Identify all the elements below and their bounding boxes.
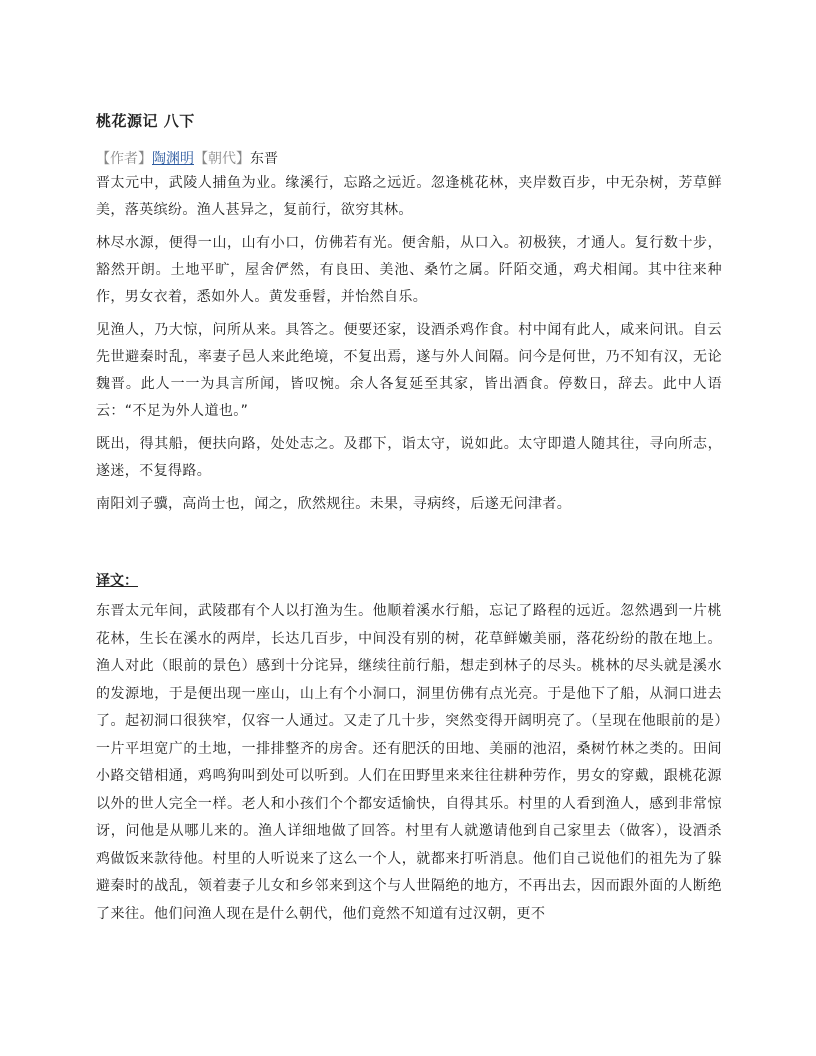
translation-heading: 译文： xyxy=(96,573,138,589)
article-meta xyxy=(96,148,722,170)
original-paragraph: 南阳刘子骥，高尚士也，闻之，欣然规往。未果，寻病终，后遂无问津者。 xyxy=(96,496,572,512)
article-title: 桃花源记 八下 xyxy=(96,112,195,130)
dynasty-value: 东晋 xyxy=(250,151,278,167)
translation-paragraph: 东晋太元年间，武陵郡有个人以打渔为生。他顺着溪水行船，忘记了路程的远近。忽然遇到一片桃花林，生长在溪水的两岸，长达几百步，中间没有别的树，花草鲜嫩美丽，落花纷纷的散在地上。渔人对此（眼前的景色）感到十分诧异，继续往前行船，想走到林子的尽头。桃林的尽头就是溪水的发源地，于是便出现一座山，山上有个小洞口，洞里仿佛有点光亮。于是他下了船，从洞口进去了。起初洞口很狭窄，仅容一人通过。又走了几十步，突然变得开阔明亮了。（呈现在他眼前的是）一片平坦宽广的土地，一排排整齐的房舍。还有肥沃的田地、美丽的池沼，桑树竹林之类的。田间小路交错相通，鸡鸣狗叫到处可以听到。人们在田野里来来往往耕种劳作，男女的穿戴，跟桃花源以外的世人完全一样。老人和小孩们个个都安适愉快，自得其乐。村里的人看到渔人，感到非常惊讶，问他是从哪儿来的。渔人详细地做了回答。村里有人就邀请他到自己家里去（做客），设酒杀鸡做饭来款待他。村里的人听说来了这么一个人，就都来打听消息。他们自己说他们的祖先为了躲避秦时的战乱，领着妻子儿女和乡邻来到这个与人世隔绝的地方，不再出去，因而跟外面的人断绝了来往。他们问渔人现在是什么朝代，他们竟然不知道有过汉朝，更不 xyxy=(96,603,722,922)
original-paragraph: 见渔人，乃大惊，问所从来。具答之。便要还家，设酒杀鸡作食。村中闻有此人，咸来问讯。自云先世避秦时乱，率妻子邑人来此绝境，不复出焉，遂与外人间隔。问今是何世，乃不知有汉，无论魏晋。此人一一为具言所闻，皆叹惋。余人各复延至其家，皆出酒食。停数日，辞去。此中人语云：“不足为外人道也。” xyxy=(96,322,722,419)
author-tag: 【作者】 xyxy=(96,151,152,167)
original-paragraph: 既出，得其船，便扶向路，处处志之。及郡下，诣太守，说如此。太守即遣人随其往，寻向所志，遂迷，不复得路。 xyxy=(96,436,722,479)
article xyxy=(96,110,722,928)
original-paragraph: 晋太元中，武陵人捕鱼为业。缘溪行，忘路之远近。忽逢桃花林，夹岸数百步，中无杂树，芳草鲜美，落英缤纷。渔人甚异之，复前行，欲穷其林。 xyxy=(96,175,722,218)
original-paragraph: 林尽水源，便得一山，山有小口，仿佛若有光。便舍船，从口入。初极狭，才通人。复行数十步，豁然开朗。土地平旷，屋舍俨然，有良田、美池、桑竹之属。阡陌交通，鸡犬相闻。其中往来种作，男女衣着，悉如外人。黄发垂髫，并怡然自乐。 xyxy=(96,235,722,305)
dynasty-tag: 【朝代】 xyxy=(194,151,250,167)
author-link[interactable]: 陶渊明 xyxy=(152,151,194,167)
